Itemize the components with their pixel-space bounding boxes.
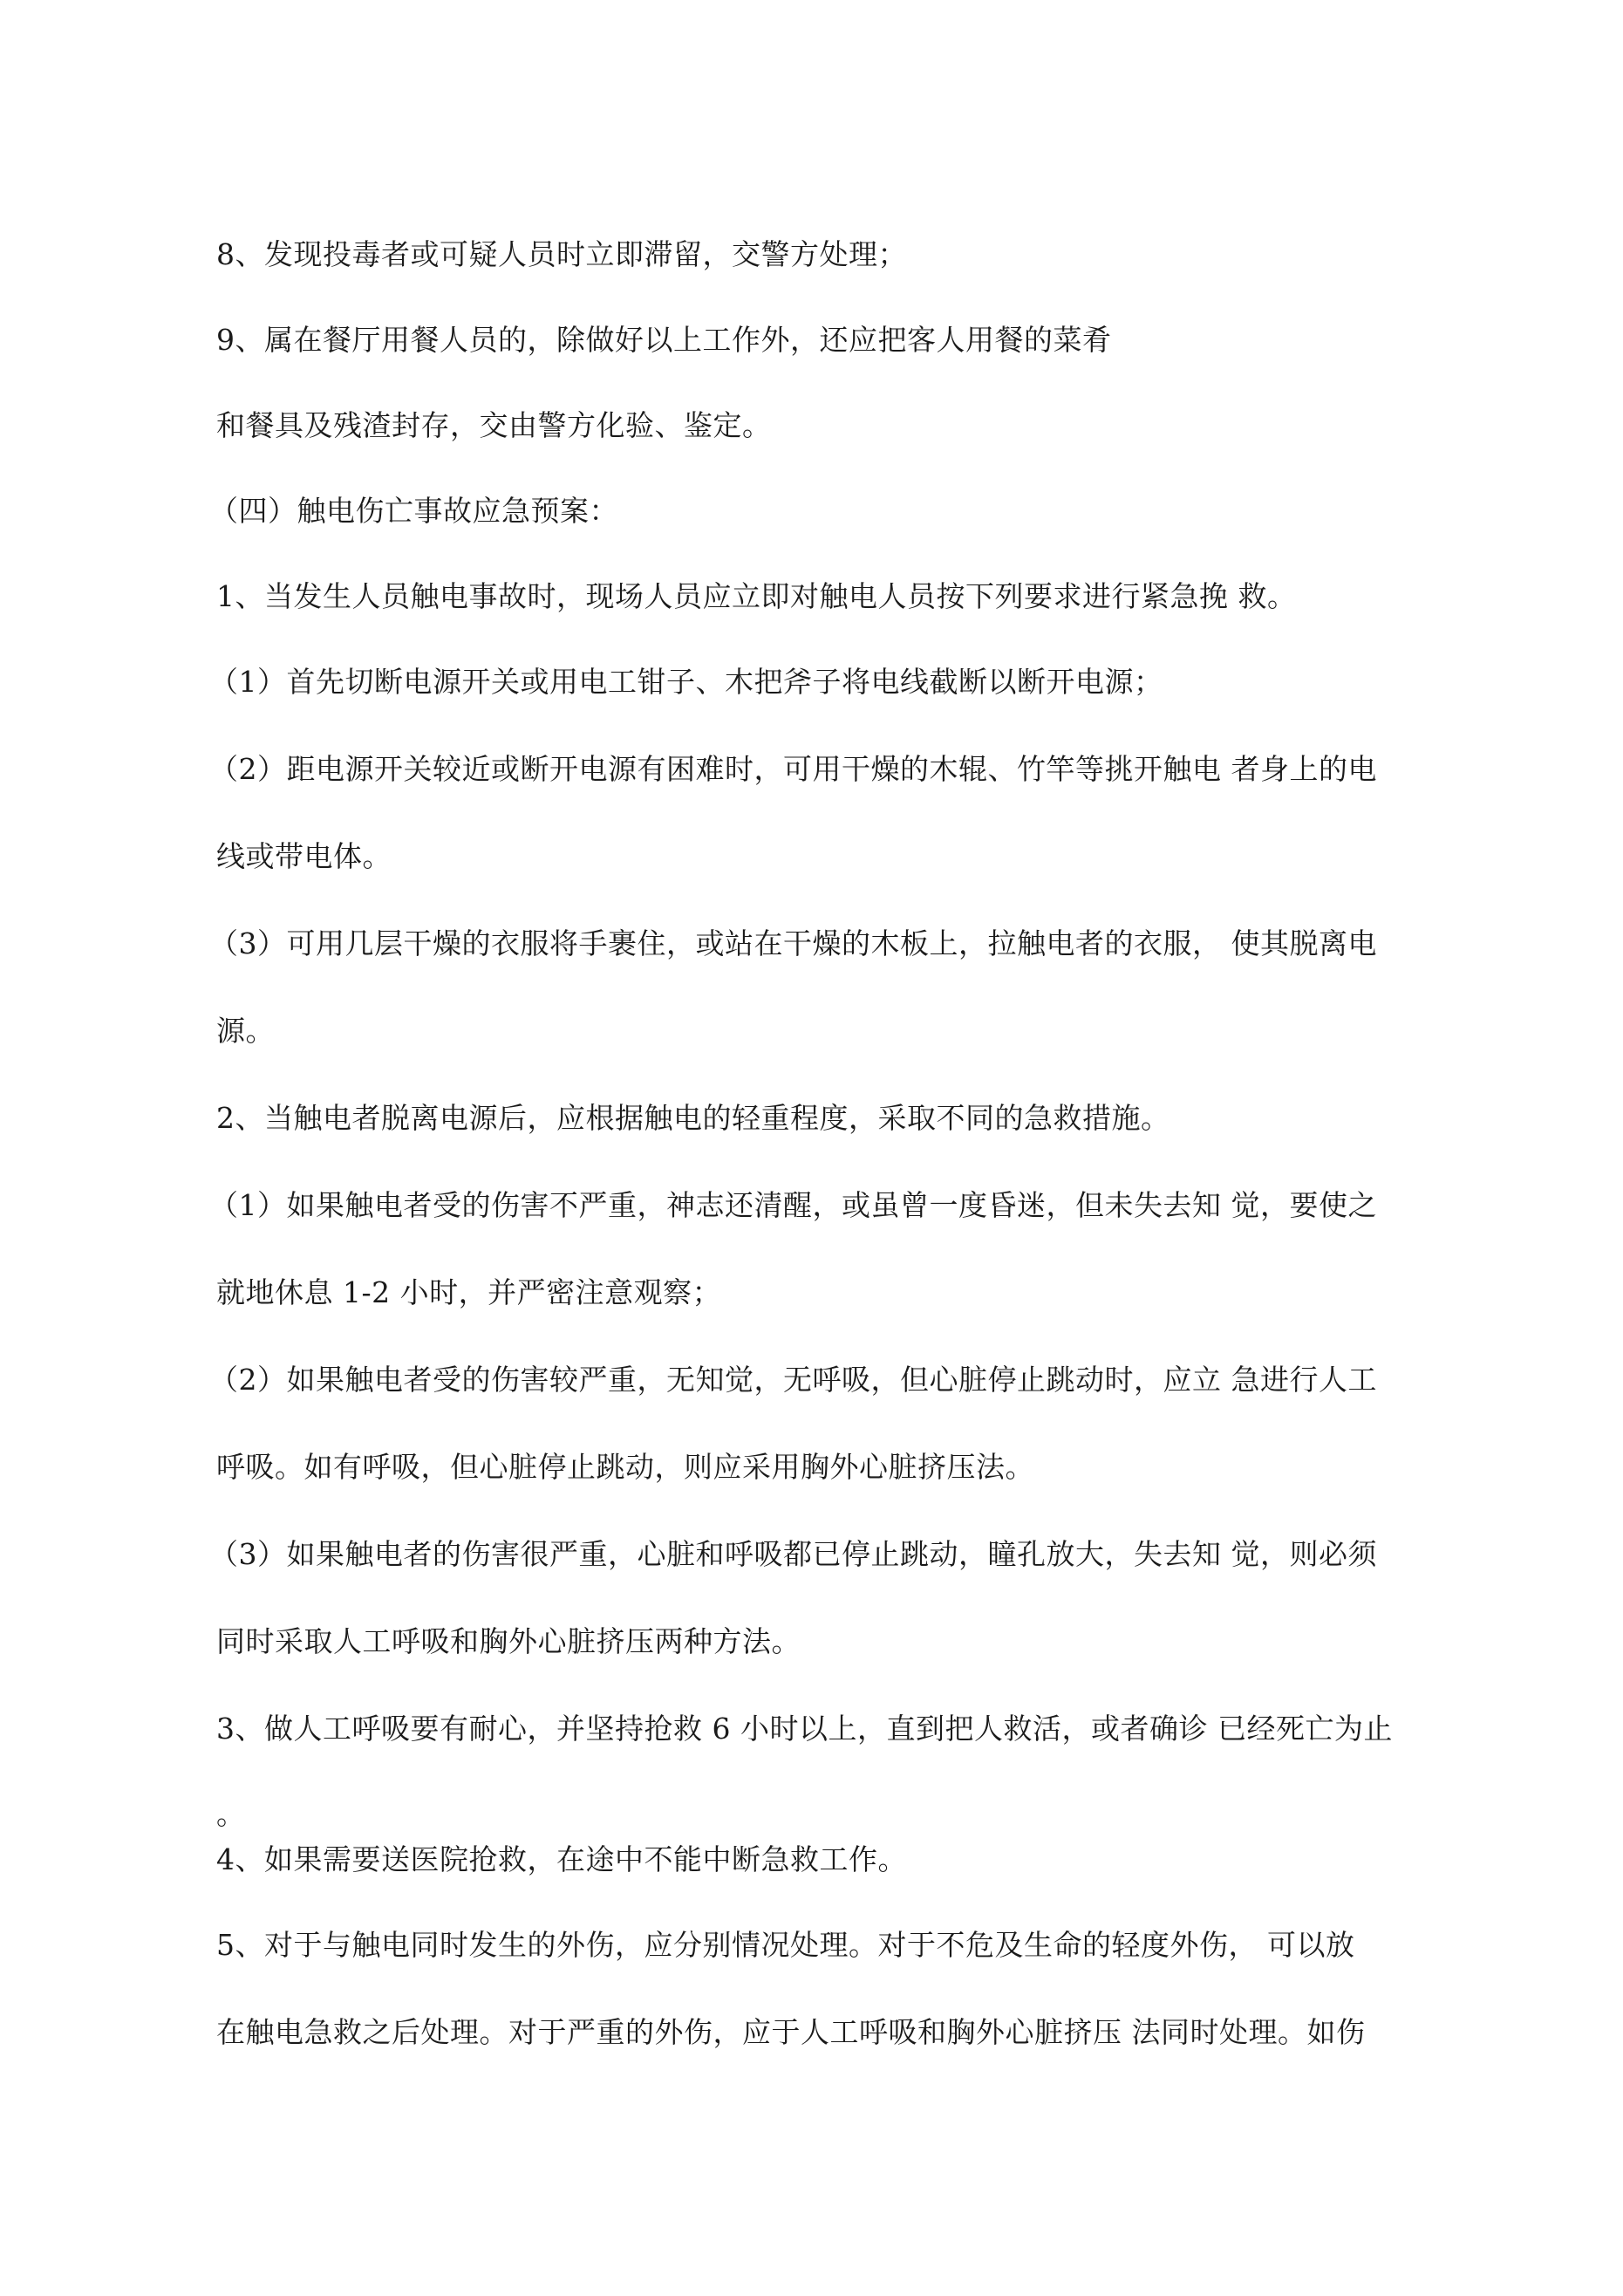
- sub-item-2-3-continued: 同时采取人工呼吸和胸外心脏挤压两种方法。: [216, 1624, 801, 1658]
- sub-item-2-1-continued: 就地休息 1-2 小时，并严密注意观察；: [216, 1275, 722, 1309]
- sub-item-1-2-continued: 线或带电体。: [216, 839, 392, 873]
- sub-item-2-2-continued: 呼吸。如有呼吸，但心脏停止跳动，则应采用胸外心脏挤压法。: [216, 1450, 1034, 1484]
- section-heading-electric-shock: （四）触电伤亡事故应急预案：: [209, 494, 618, 528]
- paragraph-item-9: 9、属在餐厅用餐人员的，除做好以上工作外，还应把客人用餐的菜肴: [216, 323, 1112, 357]
- paragraph-item-3: 3、做人工呼吸要有耐心，并坚持抢救 6 小时以上，直到把人救活，或者确诊 已经死亡为止: [216, 1712, 1393, 1746]
- paragraph-item-5-continued: 在触电急救之后处理。对于严重的外伤，应于人工呼吸和胸外心脏挤压 法同时处理。如伤: [216, 2015, 1366, 2049]
- paragraph-item-9-continued: 和餐具及残渣封存，交由警方化验、鉴定。: [216, 408, 772, 442]
- sub-item-2-2: （2）如果触电者受的伤害较严重，无知觉，无呼吸，但心脏停止跳动时，应立 急进行人工: [209, 1363, 1377, 1397]
- sub-item-2-3: （3）如果触电者的伤害很严重，心脏和呼吸都已停止跳动，瞳孔放大，失去知 觉，则必须: [209, 1537, 1377, 1571]
- sub-item-1-3: （3）可用几层干燥的衣服将手裹住，或站在干燥的木板上，拉触电者的衣服， 使其脱离电: [209, 926, 1377, 960]
- sub-item-1-2: （2）距电源开关较近或断开电源有困难时，可用干燥的木辊、竹竿等挑开触电 者身上的电: [209, 752, 1377, 786]
- paragraph-item-8: 8、发现投毒者或可疑人员时立即滞留，交警方处理；: [216, 237, 907, 271]
- paragraph-item-2: 2、当触电者脱离电源后，应根据触电的轻重程度，采取不同的急救措施。: [216, 1101, 1170, 1135]
- paragraph-item-4: 4、如果需要送医院抢救，在途中不能中断急救工作。: [216, 1842, 907, 1876]
- paragraph-item-5: 5、对于与触电同时发生的外伤，应分别情况处理。对于不危及生命的轻度外伤， 可以放: [216, 1928, 1355, 1962]
- paragraph-item-1: 1、当发生人员触电事故时，现场人员应立即对触电人员按下列要求进行紧急挽 救。: [216, 579, 1297, 613]
- sub-item-2-1: （1）如果触电者受的伤害不严重，神志还清醒，或虽曾一度昏迷，但未失去知 觉，要使之: [209, 1188, 1377, 1222]
- sub-item-1-3-continued: 源。: [216, 1014, 275, 1048]
- sub-item-1-1: （1）首先切断电源开关或用电工钳子、木把斧子将电线截断以断开电源；: [209, 665, 1163, 699]
- paragraph-item-3-continued: 。: [216, 1797, 246, 1831]
